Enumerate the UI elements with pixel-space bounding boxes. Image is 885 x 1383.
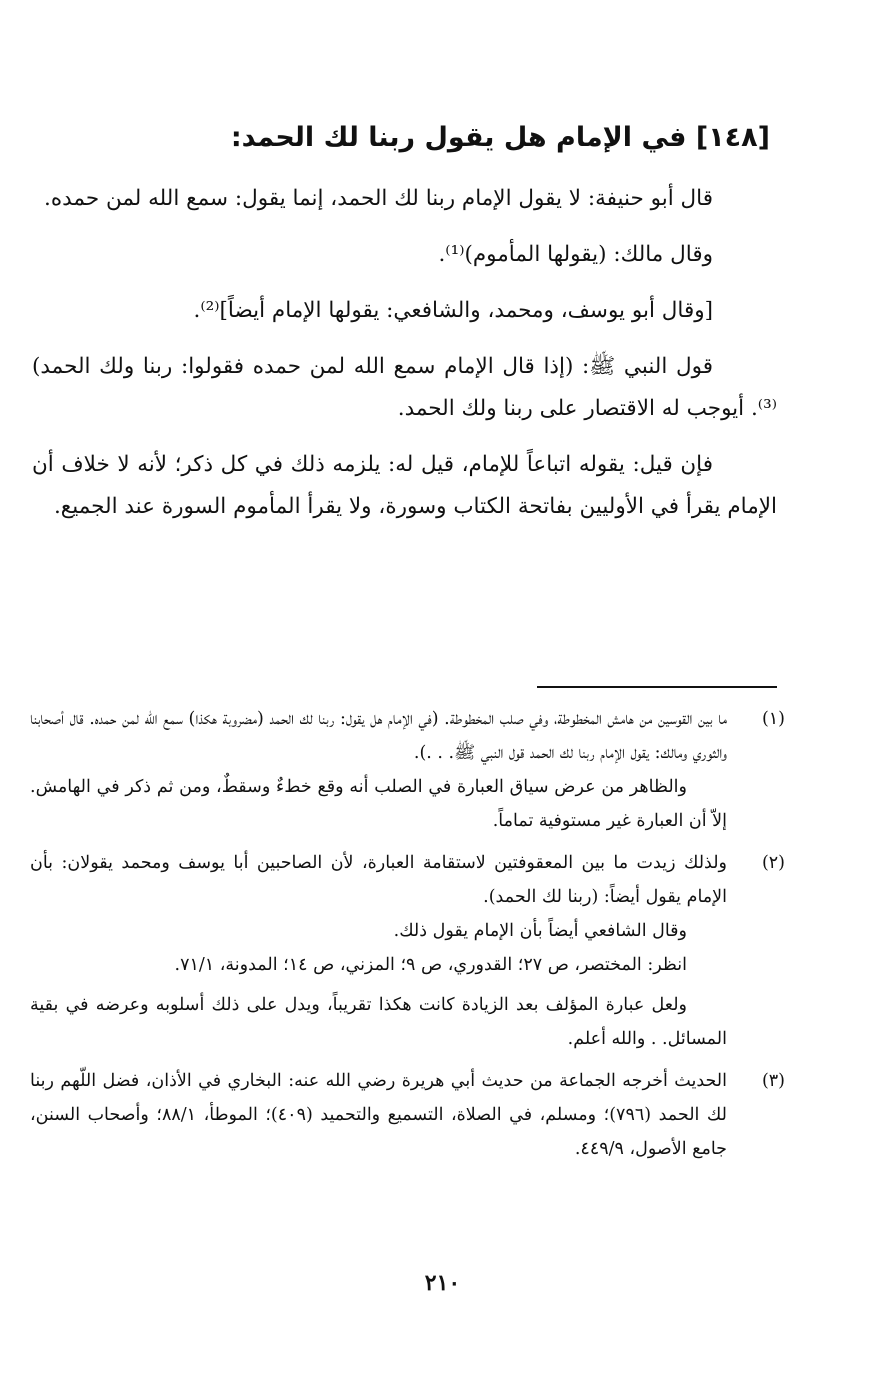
footnote-text: انظر: المختصر، ص ٢٧؛ القدوري، ص ٩؛ المزني، ص ١٤؛ المدونة، ٧١/١. bbox=[174, 955, 687, 975]
section-title: في الإمام هل يقول ربنا لك الحمد: bbox=[230, 122, 687, 153]
footnote-2 bbox=[30, 846, 785, 1056]
paragraph-abu-yusuf: [وقال أبو يوسف، ومحمد، والشافعي: يقولها الإمام أيضاً]⁽²⁾. bbox=[193, 298, 713, 323]
footnote-text: ولذلك زيدت ما بين المعقوفتين لاستقامة العبارة، لأن الصاحبين أبا يوسف ومحمد يقولان: بأن الإمام يقول أيضاً: (ربنا لك الحمد). bbox=[30, 853, 727, 907]
footnote-text: وقال الشافعي أيضاً بأن الإمام يقول ذلك. bbox=[393, 921, 687, 941]
footnote-text: والظاهر من عرض سياق العبارة في الصلب أنه وقع خطءٌ وسقطٌ، ومن ثم ذكر في الهامش. إلاّ أن العبارة غير مستوفية تماماً. bbox=[30, 777, 727, 831]
footnotes bbox=[30, 702, 785, 1174]
footnote-number: (٢) bbox=[761, 853, 785, 873]
paragraph-malik: وقال مالك: (يقولها المأموم)⁽¹⁾. bbox=[438, 242, 713, 267]
footnote-text: ولعل عبارة المؤلف بعد الزيادة كانت هكذا تقريباً، ويدل على ذلك أسلوبه وعرضه في بقية المسائل. . والله أعلم. bbox=[30, 995, 727, 1049]
footnote-separator bbox=[537, 686, 777, 688]
paragraph-abu-hanifa: قال أبو حنيفة: لا يقول الإمام ربنا لك الحمد، إنما يقول: سمع الله لمن حمده. bbox=[44, 186, 713, 211]
main-text bbox=[32, 178, 777, 542]
page-number: ٢١٠ bbox=[424, 1270, 461, 1296]
footnote-text: الحديث أخرجه الجماعة من حديث أبي هريرة رضي الله عنه: البخاري في الأذان، فضل اللّهم ربنا لك الحمد (٧٩٦)؛ ومسلم، في الصلاة، التسميع والتحميد (٤٠٩)؛ الموطأ، ٨٨/١؛ وأصحاب السنن، جامع الأصول، ٤٤٩/٩. bbox=[30, 1071, 727, 1159]
footnote-number: (١) bbox=[761, 709, 785, 729]
footnote-3 bbox=[30, 1064, 785, 1166]
section-heading bbox=[70, 118, 770, 158]
paragraph-objection: فإن قيل: يقوله اتباعاً للإمام، قيل له: يلزمه ذلك في كل ذكر؛ لأنه لا خلاف أن الإمام يقرأ في الأوليين بفاتحة الكتاب وسورة، ولا يقرأ المأموم السورة عند الجميع. bbox=[32, 452, 777, 519]
footnote-text: ما بين القوسين من هامش المخطوطة، وفي صلب المخطوطة. (في الإمام هل يقول: ربنا لك الحمد (مضروبة هكذا) سمع الله لمن حمده. قال أصحابنا والثوري ومالك: يقول الإمام ربنا لك الحمد قول النبي ﷺ. . .). bbox=[30, 709, 727, 763]
footnote-number: (٣) bbox=[761, 1071, 785, 1091]
section-number: [١٤٨] bbox=[695, 122, 770, 153]
paragraph-hadith: قول النبي ﷺ: (إذا قال الإمام سمع الله لمن حمده فقولوا: ربنا ولك الحمد)⁽³⁾. أيوجب له الاقتصار على ربنا ولك الحمد. bbox=[32, 354, 777, 421]
footnote-1 bbox=[30, 702, 785, 838]
